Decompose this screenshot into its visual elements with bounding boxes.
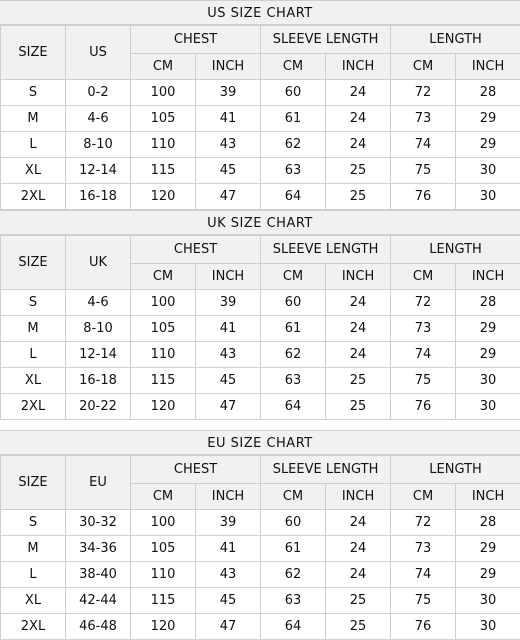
chart-title: UK SIZE CHART bbox=[0, 210, 520, 235]
sleeve-cm-header: CM bbox=[261, 54, 326, 80]
length-inch-header: INCH bbox=[456, 54, 520, 80]
sleeve-cm-header: CM bbox=[261, 264, 326, 290]
chest-cm-cell: 105 bbox=[131, 536, 196, 562]
length-header: LENGTH bbox=[391, 236, 520, 264]
length-header: LENGTH bbox=[391, 26, 520, 54]
length-inch-cell: 29 bbox=[456, 132, 520, 158]
sleeve-inch-header: INCH bbox=[326, 54, 391, 80]
length-cm-cell: 73 bbox=[391, 536, 456, 562]
eu-size-chart bbox=[0, 430, 520, 640]
table-row bbox=[1, 614, 520, 640]
chest-cm-cell: 115 bbox=[131, 158, 196, 184]
region-size-cell: 16-18 bbox=[66, 368, 131, 394]
size-cell: 2XL bbox=[1, 614, 66, 640]
sleeve-length-header: SLEEVE LENGTH bbox=[261, 26, 391, 54]
length-inch-cell: 28 bbox=[456, 80, 520, 106]
length-header: LENGTH bbox=[391, 456, 520, 484]
size-cell: M bbox=[1, 536, 66, 562]
length-inch-cell: 28 bbox=[456, 290, 520, 316]
chart-title: EU SIZE CHART bbox=[0, 430, 520, 455]
chest-inch-cell: 41 bbox=[196, 316, 261, 342]
table-row bbox=[1, 510, 520, 536]
size-cell: XL bbox=[1, 588, 66, 614]
sleeve-cm-header: CM bbox=[261, 484, 326, 510]
sleeve-cm-cell: 62 bbox=[261, 342, 326, 368]
sleeve-cm-cell: 64 bbox=[261, 614, 326, 640]
table-row bbox=[1, 80, 520, 106]
size-table bbox=[0, 25, 520, 210]
length-cm-cell: 75 bbox=[391, 588, 456, 614]
chest-inch-cell: 43 bbox=[196, 562, 261, 588]
length-inch-cell: 29 bbox=[456, 536, 520, 562]
chest-cm-cell: 120 bbox=[131, 184, 196, 210]
sleeve-inch-cell: 25 bbox=[326, 394, 391, 420]
length-cm-cell: 74 bbox=[391, 562, 456, 588]
sleeve-length-header: SLEEVE LENGTH bbox=[261, 236, 391, 264]
table-row bbox=[1, 316, 520, 342]
chest-cm-cell: 110 bbox=[131, 342, 196, 368]
length-inch-cell: 30 bbox=[456, 588, 520, 614]
length-inch-cell: 30 bbox=[456, 158, 520, 184]
sleeve-cm-cell: 60 bbox=[261, 510, 326, 536]
sleeve-inch-cell: 24 bbox=[326, 290, 391, 316]
region-header: EU bbox=[66, 456, 131, 510]
size-cell: L bbox=[1, 562, 66, 588]
length-cm-cell: 75 bbox=[391, 368, 456, 394]
sleeve-inch-cell: 24 bbox=[326, 510, 391, 536]
sleeve-cm-cell: 63 bbox=[261, 368, 326, 394]
region-header: UK bbox=[66, 236, 131, 290]
sleeve-cm-cell: 63 bbox=[261, 588, 326, 614]
table-row bbox=[1, 394, 520, 420]
chart-title: US SIZE CHART bbox=[0, 0, 520, 25]
chest-cm-header: CM bbox=[131, 484, 196, 510]
size-cell: S bbox=[1, 510, 66, 536]
sleeve-inch-cell: 25 bbox=[326, 588, 391, 614]
length-inch-cell: 29 bbox=[456, 562, 520, 588]
region-size-cell: 4-6 bbox=[66, 290, 131, 316]
region-size-cell: 42-44 bbox=[66, 588, 131, 614]
size-cell: L bbox=[1, 342, 66, 368]
sleeve-length-header: SLEEVE LENGTH bbox=[261, 456, 391, 484]
length-cm-cell: 76 bbox=[391, 184, 456, 210]
chest-inch-cell: 45 bbox=[196, 158, 261, 184]
chest-cm-cell: 100 bbox=[131, 510, 196, 536]
sleeve-cm-cell: 62 bbox=[261, 132, 326, 158]
size-cell: L bbox=[1, 132, 66, 158]
length-cm-header: CM bbox=[391, 484, 456, 510]
chest-inch-header: INCH bbox=[196, 264, 261, 290]
sleeve-inch-cell: 25 bbox=[326, 184, 391, 210]
table-row bbox=[1, 536, 520, 562]
length-inch-cell: 30 bbox=[456, 394, 520, 420]
length-cm-cell: 72 bbox=[391, 80, 456, 106]
chest-inch-cell: 39 bbox=[196, 80, 261, 106]
length-cm-cell: 74 bbox=[391, 342, 456, 368]
length-cm-cell: 75 bbox=[391, 158, 456, 184]
chest-cm-cell: 115 bbox=[131, 368, 196, 394]
sleeve-cm-cell: 64 bbox=[261, 184, 326, 210]
region-size-cell: 30-32 bbox=[66, 510, 131, 536]
chest-cm-cell: 100 bbox=[131, 80, 196, 106]
region-size-cell: 38-40 bbox=[66, 562, 131, 588]
size-cell: M bbox=[1, 316, 66, 342]
size-cell: S bbox=[1, 80, 66, 106]
length-inch-cell: 29 bbox=[456, 316, 520, 342]
length-inch-header: INCH bbox=[456, 264, 520, 290]
chest-inch-cell: 47 bbox=[196, 394, 261, 420]
length-cm-cell: 74 bbox=[391, 132, 456, 158]
uk-size-chart bbox=[0, 210, 520, 420]
chest-cm-cell: 105 bbox=[131, 316, 196, 342]
size-cell: 2XL bbox=[1, 394, 66, 420]
chest-cm-cell: 115 bbox=[131, 588, 196, 614]
table-row bbox=[1, 368, 520, 394]
us-size-chart bbox=[0, 0, 520, 210]
chest-header: CHEST bbox=[131, 26, 261, 54]
sleeve-inch-header: INCH bbox=[326, 264, 391, 290]
chest-inch-cell: 43 bbox=[196, 132, 261, 158]
length-cm-cell: 72 bbox=[391, 510, 456, 536]
region-size-cell: 16-18 bbox=[66, 184, 131, 210]
sleeve-cm-cell: 60 bbox=[261, 290, 326, 316]
sleeve-cm-cell: 60 bbox=[261, 80, 326, 106]
chest-cm-cell: 120 bbox=[131, 614, 196, 640]
table-row bbox=[1, 562, 520, 588]
chest-cm-cell: 110 bbox=[131, 562, 196, 588]
sleeve-cm-cell: 62 bbox=[261, 562, 326, 588]
length-cm-cell: 72 bbox=[391, 290, 456, 316]
chest-inch-header: INCH bbox=[196, 484, 261, 510]
region-size-cell: 0-2 bbox=[66, 80, 131, 106]
size-cell: 2XL bbox=[1, 184, 66, 210]
region-size-cell: 46-48 bbox=[66, 614, 131, 640]
sleeve-inch-cell: 25 bbox=[326, 614, 391, 640]
length-cm-cell: 73 bbox=[391, 106, 456, 132]
table-row bbox=[1, 158, 520, 184]
table-row bbox=[1, 132, 520, 158]
size-cell: XL bbox=[1, 368, 66, 394]
size-cell: M bbox=[1, 106, 66, 132]
sleeve-inch-cell: 24 bbox=[326, 536, 391, 562]
chest-inch-cell: 47 bbox=[196, 614, 261, 640]
sleeve-inch-cell: 24 bbox=[326, 562, 391, 588]
sleeve-inch-cell: 25 bbox=[326, 158, 391, 184]
chest-header: CHEST bbox=[131, 236, 261, 264]
length-cm-header: CM bbox=[391, 264, 456, 290]
length-inch-cell: 29 bbox=[456, 342, 520, 368]
sleeve-cm-cell: 63 bbox=[261, 158, 326, 184]
chest-cm-cell: 100 bbox=[131, 290, 196, 316]
size-header: SIZE bbox=[1, 456, 66, 510]
sleeve-inch-cell: 24 bbox=[326, 342, 391, 368]
sleeve-inch-cell: 24 bbox=[326, 132, 391, 158]
sleeve-inch-header: INCH bbox=[326, 484, 391, 510]
table-row bbox=[1, 184, 520, 210]
chest-inch-cell: 39 bbox=[196, 510, 261, 536]
sleeve-cm-cell: 64 bbox=[261, 394, 326, 420]
length-inch-cell: 28 bbox=[456, 510, 520, 536]
chest-header: CHEST bbox=[131, 456, 261, 484]
region-size-cell: 4-6 bbox=[66, 106, 131, 132]
table-row bbox=[1, 342, 520, 368]
chest-inch-cell: 43 bbox=[196, 342, 261, 368]
sleeve-inch-cell: 24 bbox=[326, 316, 391, 342]
length-inch-cell: 29 bbox=[456, 106, 520, 132]
sleeve-cm-cell: 61 bbox=[261, 536, 326, 562]
table-row bbox=[1, 290, 520, 316]
region-size-cell: 8-10 bbox=[66, 316, 131, 342]
length-inch-header: INCH bbox=[456, 484, 520, 510]
table-row bbox=[1, 588, 520, 614]
table-row bbox=[1, 106, 520, 132]
region-size-cell: 20-22 bbox=[66, 394, 131, 420]
chest-inch-header: INCH bbox=[196, 54, 261, 80]
chest-inch-cell: 41 bbox=[196, 536, 261, 562]
chest-cm-cell: 105 bbox=[131, 106, 196, 132]
region-size-cell: 8-10 bbox=[66, 132, 131, 158]
length-cm-header: CM bbox=[391, 54, 456, 80]
chest-cm-cell: 110 bbox=[131, 132, 196, 158]
region-size-cell: 12-14 bbox=[66, 342, 131, 368]
size-header: SIZE bbox=[1, 236, 66, 290]
length-inch-cell: 30 bbox=[456, 614, 520, 640]
region-size-cell: 34-36 bbox=[66, 536, 131, 562]
chest-cm-header: CM bbox=[131, 264, 196, 290]
length-inch-cell: 30 bbox=[456, 368, 520, 394]
region-header: US bbox=[66, 26, 131, 80]
sleeve-inch-cell: 24 bbox=[326, 80, 391, 106]
sleeve-cm-cell: 61 bbox=[261, 316, 326, 342]
size-header: SIZE bbox=[1, 26, 66, 80]
length-cm-cell: 73 bbox=[391, 316, 456, 342]
sleeve-inch-cell: 24 bbox=[326, 106, 391, 132]
chest-inch-cell: 45 bbox=[196, 368, 261, 394]
chest-inch-cell: 39 bbox=[196, 290, 261, 316]
chest-inch-cell: 47 bbox=[196, 184, 261, 210]
size-table bbox=[0, 455, 520, 640]
length-cm-cell: 76 bbox=[391, 614, 456, 640]
size-cell: S bbox=[1, 290, 66, 316]
length-inch-cell: 30 bbox=[456, 184, 520, 210]
sleeve-inch-cell: 25 bbox=[326, 368, 391, 394]
chest-cm-cell: 120 bbox=[131, 394, 196, 420]
chest-inch-cell: 45 bbox=[196, 588, 261, 614]
sleeve-cm-cell: 61 bbox=[261, 106, 326, 132]
region-size-cell: 12-14 bbox=[66, 158, 131, 184]
length-cm-cell: 76 bbox=[391, 394, 456, 420]
size-table bbox=[0, 235, 520, 420]
chest-cm-header: CM bbox=[131, 54, 196, 80]
size-cell: XL bbox=[1, 158, 66, 184]
chest-inch-cell: 41 bbox=[196, 106, 261, 132]
